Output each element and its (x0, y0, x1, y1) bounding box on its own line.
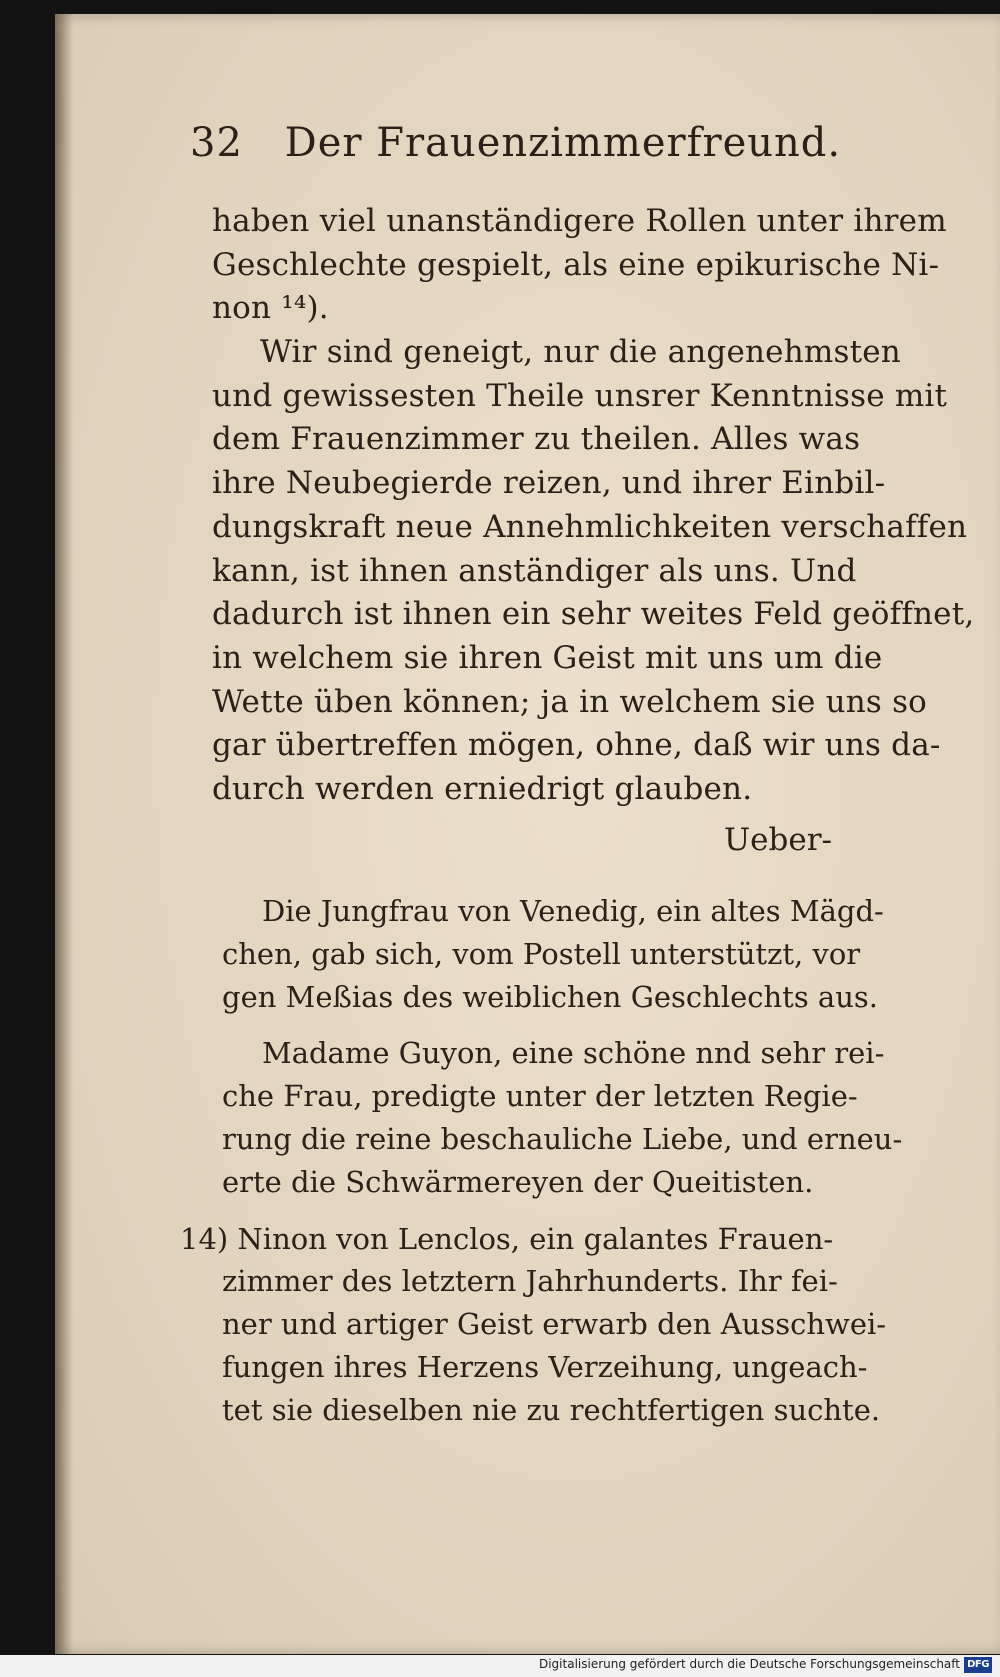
catchword: Ueber- (724, 822, 832, 858)
footnotes (180, 890, 903, 1432)
body-line: in welchem sie ihren Geist mit uns um die (212, 639, 883, 676)
running-title: Der Frauenzimmerfreund. (284, 120, 842, 166)
footnote-gap (222, 1018, 832, 1032)
body-line: ihre Neubegierde reizen, und ihrer Einbil- (212, 465, 886, 502)
digitization-footer (0, 1655, 1000, 1677)
body-line: Wette üben können; ja in welchem sie uns so (212, 683, 928, 720)
footnote-line: 14) Ninon von Lenclos, ein galantes Frauen- (180, 1221, 834, 1256)
footnote-gap (222, 1204, 832, 1218)
footnote-line: erte die Schwärmereyen der Queitisten. (222, 1164, 814, 1199)
body-line: non ¹⁴). (212, 290, 329, 327)
body-line: und gewissesten Theile unsrer Kenntnisse mit (212, 377, 948, 414)
footnote-line: rung die reine beschauliche Liebe, und erneu- (222, 1121, 903, 1156)
body-line: dem Frauenzimmer zu theilen. Alles was (212, 421, 861, 458)
spine-shadow (55, 14, 73, 1654)
footnote-line: che Frau, predigte unter der letzten Regie- (222, 1079, 858, 1114)
digitization-credit: Digitalisierung gefördert durch die Deutsche Forschungsgemeinschaft (538, 1657, 960, 1671)
body-line: Wir sind geneigt, nur die angenehmsten (260, 334, 901, 371)
body-line: haben viel unanständigere Rollen unter ihrem (212, 203, 947, 239)
body-line: gar übertreffen mögen, ohne, daß wir uns da- (212, 727, 941, 764)
footnote-line: gen Meßias des weiblichen Geschlechts aus. (222, 979, 878, 1014)
dfg-logo: DFG (964, 1657, 992, 1673)
body-text (212, 200, 975, 812)
body-line: Geschlechte gespielt, als eine epikurische Ni- (212, 246, 940, 283)
body-line: dadurch ist ihnen ein sehr weites Feld geöffnet, (212, 596, 975, 633)
running-head (190, 120, 842, 180)
footnote-line: Madame Guyon, eine schöne nnd sehr rei- (262, 1036, 885, 1071)
footnote-line: fungen ihres Herzens Verzeihung, ungeach- (222, 1349, 868, 1384)
footnote-line: Die Jungfrau von Venedig, ein altes Mägd- (262, 894, 884, 928)
body-line: durch werden erniedrigt glauben. (212, 770, 753, 807)
body-line: kann, ist ihnen anständiger als uns. Und (212, 552, 857, 589)
body-line: dungskraft neue Annehmlichkeiten verschaffen (212, 508, 968, 545)
footnote-line: tet sie dieselben nie zu rechtfertigen suchte. (222, 1392, 881, 1427)
footnote-line: ner und artiger Geist erwarb den Ausschwei- (222, 1307, 887, 1342)
footnote-line: chen, gab sich, vom Postell unterstützt, vor (222, 936, 861, 971)
footnote-line: zimmer des letztern Jahrhunderts. Ihr fei- (222, 1264, 838, 1299)
page-number: 32 (190, 120, 243, 166)
